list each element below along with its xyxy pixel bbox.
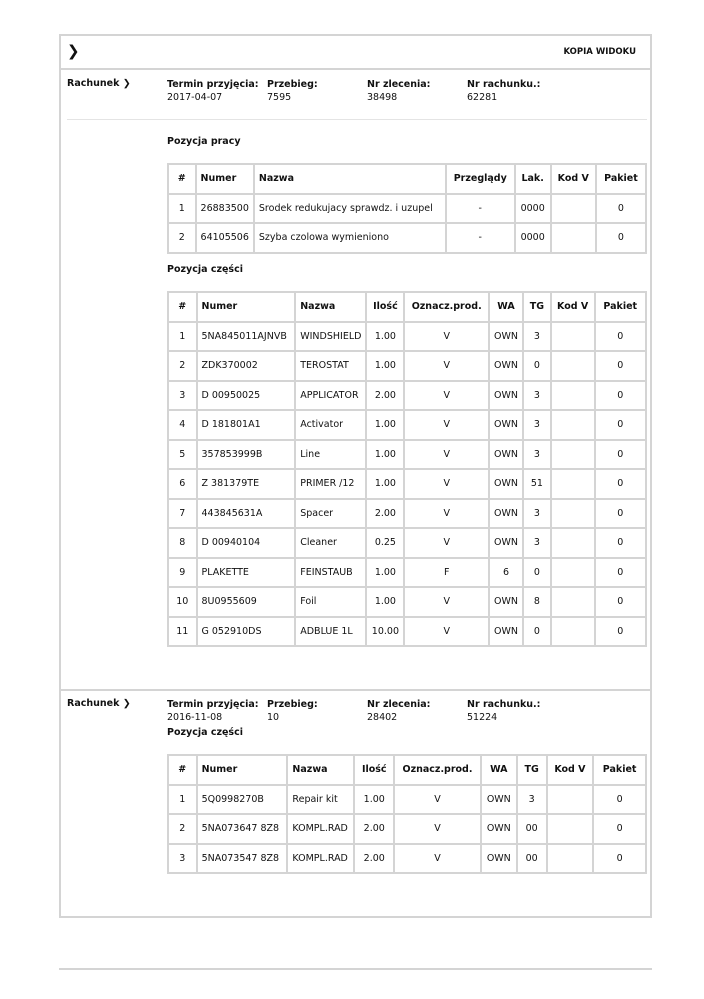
parts-table: [167, 754, 647, 874]
divider: [67, 119, 647, 120]
table-cell: OWN: [489, 381, 523, 411]
table-cell: 1.00: [366, 469, 404, 499]
table-cell: 5NA073647 8Z8: [197, 814, 288, 844]
table-cell: 1.00: [366, 410, 404, 440]
table-cell: 443845631A: [197, 499, 296, 529]
table-cell: -: [446, 223, 515, 253]
table-cell: G 052910DS: [197, 617, 296, 647]
table-cell: 26883500: [196, 194, 254, 224]
column-header: Przeglądy: [446, 164, 515, 194]
table-cell: 0: [595, 558, 646, 588]
table-cell: 0: [595, 322, 646, 352]
work-table: [167, 163, 647, 254]
footer-divider: [59, 968, 652, 970]
table-row: [168, 785, 646, 815]
table-cell: OWN: [489, 440, 523, 470]
table-cell: 1.00: [354, 785, 394, 815]
table-cell: 2.00: [366, 499, 404, 529]
field-mileage: Przebieg: 7595: [267, 79, 318, 103]
table-cell: 0: [595, 499, 646, 529]
table-cell: PLAKETTE: [197, 558, 296, 588]
table-cell: V: [404, 381, 489, 411]
table-cell: 0: [595, 587, 646, 617]
table-cell: [551, 351, 595, 381]
table-row: [168, 499, 646, 529]
table-cell: [551, 587, 595, 617]
table-cell: 0: [593, 785, 646, 815]
table-cell: KOMPL.RAD: [287, 844, 354, 874]
table-cell: Repair kit: [287, 785, 354, 815]
table-cell: 0: [595, 381, 646, 411]
table-cell: 2.00: [354, 814, 394, 844]
table-cell: Cleaner: [295, 528, 366, 558]
table-cell: OWN: [489, 617, 523, 647]
table-cell: OWN: [489, 410, 523, 440]
table-cell: Foil: [295, 587, 366, 617]
table-cell: 1.00: [366, 587, 404, 617]
table-row: [168, 617, 646, 647]
table-cell: 0.25: [366, 528, 404, 558]
column-header: Pakiet: [593, 755, 646, 785]
column-header: Pakiet: [596, 164, 646, 194]
table-cell: D 181801A1: [197, 410, 296, 440]
table-cell: 0: [593, 814, 646, 844]
table-cell: 0000: [515, 194, 551, 224]
table-cell: 0: [595, 528, 646, 558]
column-header: Nazwa: [295, 292, 366, 322]
table-cell: 3: [523, 440, 551, 470]
column-header: Ilość: [366, 292, 404, 322]
table-cell: Srodek redukujacy sprawdz. i uzupel: [254, 194, 446, 224]
table-cell: 51: [523, 469, 551, 499]
table-cell: 2.00: [354, 844, 394, 874]
table-cell: V: [394, 785, 481, 815]
table-cell: 0: [596, 194, 646, 224]
table-cell: 6: [168, 469, 197, 499]
field-order-number: Nr zlecenia: 38498: [367, 79, 431, 103]
table-cell: Z 381379TE: [197, 469, 296, 499]
table-cell: 357853999B: [197, 440, 296, 470]
table-cell: APPLICATOR: [295, 381, 366, 411]
table-cell: 5: [168, 440, 197, 470]
table-cell: OWN: [481, 814, 517, 844]
history-panel: [59, 34, 652, 918]
table-cell: 4: [168, 410, 197, 440]
table-cell: 5Q0998270B: [197, 785, 288, 815]
column-header: Kod V: [551, 164, 596, 194]
table-cell: 0: [596, 223, 646, 253]
table-cell: OWN: [481, 785, 517, 815]
column-header: Kod V: [547, 755, 594, 785]
table-cell: 3: [523, 499, 551, 529]
column-header: Kod V: [551, 292, 595, 322]
table-cell: 2: [168, 814, 197, 844]
column-header: #: [168, 755, 197, 785]
table-row: [168, 528, 646, 558]
table-cell: V: [404, 322, 489, 352]
table-cell: ZDK370002: [197, 351, 296, 381]
table-cell: [551, 558, 595, 588]
table-row: [168, 814, 646, 844]
field-reception-date: Termin przyjęcia: 2017-04-07: [167, 79, 259, 103]
column-header: TG: [523, 292, 551, 322]
parts-section-title: Pozycja części: [167, 727, 243, 738]
invoice-toggle[interactable]: [67, 78, 131, 89]
table-cell: KOMPL.RAD: [287, 814, 354, 844]
table-cell: 8: [168, 528, 197, 558]
table-cell: 0: [595, 617, 646, 647]
table-cell: 0: [595, 410, 646, 440]
table-row: [168, 194, 646, 224]
table-cell: 1: [168, 194, 196, 224]
table-cell: 3: [523, 410, 551, 440]
invoice-separator: [61, 689, 650, 691]
table-cell: 8U0955609: [197, 587, 296, 617]
table-cell: 0: [523, 351, 551, 381]
column-header: Oznacz.prod.: [394, 755, 481, 785]
table-cell: 8: [523, 587, 551, 617]
table-cell: [547, 844, 594, 874]
table-cell: V: [404, 499, 489, 529]
table-cell: [551, 410, 595, 440]
table-cell: 5NA073547 8Z8: [197, 844, 288, 874]
column-header: Oznacz.prod.: [404, 292, 489, 322]
chevron-down-icon: ❯: [122, 78, 131, 89]
table-row: [168, 587, 646, 617]
table-cell: [551, 440, 595, 470]
parts-table: [167, 291, 647, 647]
table-cell: 2: [168, 351, 197, 381]
table-cell: 1.00: [366, 440, 404, 470]
table-cell: PRIMER /12: [295, 469, 366, 499]
table-cell: 1.00: [366, 558, 404, 588]
column-header: Numer: [196, 164, 254, 194]
chevron-right-icon[interactable]: ❯: [67, 42, 80, 60]
table-cell: OWN: [489, 469, 523, 499]
table-row: [168, 410, 646, 440]
column-header: Numer: [197, 292, 296, 322]
table-cell: D 00940104: [197, 528, 296, 558]
table-cell: 1.00: [366, 351, 404, 381]
table-cell: [551, 381, 595, 411]
table-cell: OWN: [489, 499, 523, 529]
table-cell: OWN: [489, 351, 523, 381]
table-cell: 9: [168, 558, 197, 588]
field-order-number: Nr zlecenia: 28402: [367, 699, 431, 723]
column-header: WA: [489, 292, 523, 322]
table-cell: D 00950025: [197, 381, 296, 411]
table-cell: F: [404, 558, 489, 588]
table-row: [168, 351, 646, 381]
table-cell: [551, 528, 595, 558]
column-header: Lak.: [515, 164, 551, 194]
table-cell: V: [404, 469, 489, 499]
table-cell: V: [404, 351, 489, 381]
column-header: Pakiet: [595, 292, 646, 322]
table-cell: OWN: [481, 844, 517, 874]
table-cell: FEINSTAUB: [295, 558, 366, 588]
table-cell: V: [404, 410, 489, 440]
table-cell: [551, 469, 595, 499]
table-cell: 0: [595, 469, 646, 499]
table-cell: 64105506: [196, 223, 254, 253]
table-cell: 3: [523, 381, 551, 411]
table-row: [168, 844, 646, 874]
toolbar: [61, 36, 650, 70]
invoice-toggle-label: Rachunek: [67, 78, 120, 89]
column-header: WA: [481, 755, 517, 785]
field-invoice-number: Nr rachunku.: 62281: [467, 79, 541, 103]
table-cell: [551, 499, 595, 529]
column-header: Numer: [197, 755, 288, 785]
table-cell: [551, 194, 596, 224]
table-cell: V: [404, 617, 489, 647]
table-cell: 0: [523, 617, 551, 647]
table-cell: [547, 785, 594, 815]
table-cell: Line: [295, 440, 366, 470]
table-cell: V: [394, 844, 481, 874]
table-cell: 7: [168, 499, 197, 529]
table-cell: 10.00: [366, 617, 404, 647]
column-header: TG: [517, 755, 547, 785]
work-section-title: Pozycja pracy: [167, 136, 241, 147]
table-cell: 0: [523, 558, 551, 588]
field-reception-date: Termin przyjęcia: 2016-11-08: [167, 699, 259, 723]
table-row: [168, 223, 646, 253]
table-cell: WINDSHIELD: [295, 322, 366, 352]
parts-section-title: Pozycja części: [167, 264, 243, 275]
table-cell: V: [404, 528, 489, 558]
table-cell: 2.00: [366, 381, 404, 411]
table-cell: ADBLUE 1L: [295, 617, 366, 647]
invoice-toggle[interactable]: [67, 698, 131, 709]
table-cell: [551, 322, 595, 352]
table-cell: 0000: [515, 223, 551, 253]
field-mileage: Przebieg: 10: [267, 699, 318, 723]
field-invoice-number: Nr rachunku.: 51224: [467, 699, 541, 723]
table-cell: TEROSTAT: [295, 351, 366, 381]
table-row: [168, 558, 646, 588]
table-cell: 3: [168, 381, 197, 411]
table-row: [168, 381, 646, 411]
table-cell: 00: [517, 814, 547, 844]
table-cell: 0: [593, 844, 646, 874]
table-cell: V: [404, 587, 489, 617]
copy-view-button[interactable]: KOPIA WIDOKU: [563, 47, 636, 57]
invoice-toggle-label: Rachunek: [67, 698, 120, 709]
column-header: Ilość: [354, 755, 394, 785]
column-header: #: [168, 164, 196, 194]
table-cell: 3: [523, 322, 551, 352]
table-cell: 10: [168, 587, 197, 617]
table-cell: Szyba czolowa wymieniono: [254, 223, 446, 253]
table-cell: Activator: [295, 410, 366, 440]
table-cell: [547, 814, 594, 844]
table-row: [168, 322, 646, 352]
table-cell: -: [446, 194, 515, 224]
table-cell: 1.00: [366, 322, 404, 352]
table-cell: 5NA845011AJNVB: [197, 322, 296, 352]
table-cell: [551, 617, 595, 647]
chevron-down-icon: ❯: [122, 698, 131, 709]
column-header: Nazwa: [287, 755, 354, 785]
table-cell: OWN: [489, 587, 523, 617]
table-cell: 11: [168, 617, 197, 647]
table-cell: 1: [168, 322, 197, 352]
table-cell: 0: [595, 351, 646, 381]
table-cell: V: [394, 814, 481, 844]
table-cell: OWN: [489, 528, 523, 558]
table-cell: Spacer: [295, 499, 366, 529]
table-cell: 2: [168, 223, 196, 253]
table-cell: 3: [517, 785, 547, 815]
column-header: Nazwa: [254, 164, 446, 194]
table-cell: 00: [517, 844, 547, 874]
table-cell: [551, 223, 596, 253]
table-row: [168, 469, 646, 499]
table-cell: 3: [523, 528, 551, 558]
table-row: [168, 440, 646, 470]
column-header: #: [168, 292, 197, 322]
table-cell: 6: [489, 558, 523, 588]
table-cell: V: [404, 440, 489, 470]
table-cell: 0: [595, 440, 646, 470]
table-cell: 1: [168, 785, 197, 815]
table-cell: OWN: [489, 322, 523, 352]
table-cell: 3: [168, 844, 197, 874]
